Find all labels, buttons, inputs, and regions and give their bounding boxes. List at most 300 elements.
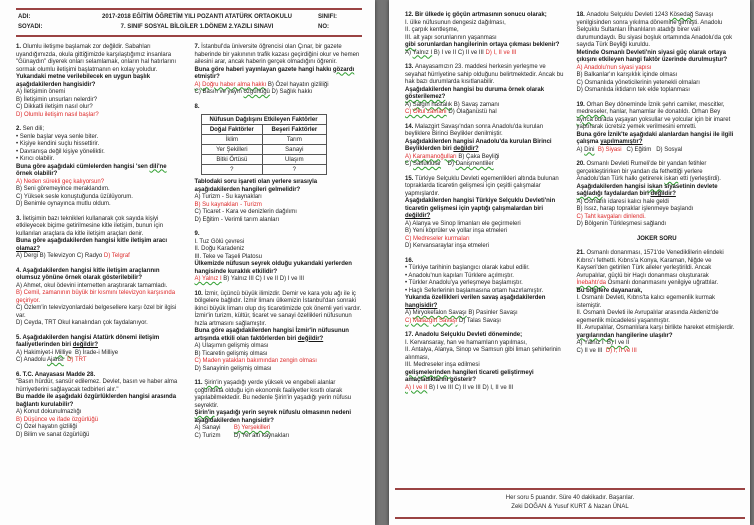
text-run: II. çarpık kentleşme, bbox=[405, 27, 459, 33]
text-run: B) Yeni köprüler ve yollar inşa etmeleri bbox=[405, 228, 508, 234]
question-6 bbox=[16, 372, 184, 440]
text-line bbox=[577, 214, 738, 222]
text-line bbox=[577, 250, 738, 288]
text-run: D) Benimle oynayınca mutlu oldum. bbox=[16, 201, 111, 207]
question-19 bbox=[577, 102, 738, 155]
text-run: • Kişiye kendini suçlu hissettirir. bbox=[16, 141, 100, 147]
text-run: B) İletişimin unsurları nelerdir? bbox=[16, 96, 98, 103]
text-run: Yalnız I bbox=[412, 49, 433, 56]
text-run: yapılmamıştır? bbox=[600, 139, 643, 145]
text-run: gibi bbox=[405, 42, 416, 48]
text-run: A) Neden sürekli geç kalıyorsun? bbox=[16, 178, 105, 185]
text-line bbox=[195, 380, 363, 410]
text-line bbox=[16, 372, 184, 380]
text-run: etmiştir? bbox=[194, 74, 220, 80]
text-line bbox=[195, 104, 363, 112]
text-run: Kösedağ bbox=[669, 12, 694, 18]
text-run: B) Özel hayatın gizliliği bbox=[266, 81, 329, 88]
text-run: Şirin'in bbox=[204, 380, 223, 386]
text-line bbox=[405, 362, 566, 370]
text-run: C) Medreseler kurmaları bbox=[405, 235, 470, 242]
text-run: 20. bbox=[576, 161, 587, 167]
text-run: Ajansı bbox=[47, 357, 64, 363]
text-line bbox=[16, 417, 184, 425]
text-run: 2. bbox=[16, 126, 23, 132]
text-line bbox=[16, 149, 184, 157]
text-line bbox=[405, 318, 566, 326]
text-line bbox=[405, 332, 566, 340]
text-line bbox=[16, 305, 184, 320]
text-run: iskan bbox=[647, 183, 663, 190]
page1-columns bbox=[0, 41, 375, 447]
text-run: 21. bbox=[576, 250, 587, 256]
text-run: 6. T.C. Anayasası Madde 28. bbox=[16, 371, 96, 378]
text-line bbox=[16, 290, 184, 305]
text-run: C) Yüksek sesle konuştuğunda üzülüyorum. bbox=[16, 193, 133, 200]
table-row bbox=[201, 125, 326, 135]
text-run: B) Pasinler Savaşı bbox=[466, 310, 518, 316]
questions-column-1 bbox=[16, 44, 184, 447]
text-line bbox=[577, 199, 738, 207]
question-17 bbox=[405, 332, 566, 392]
text-line bbox=[16, 186, 184, 194]
text-line bbox=[577, 12, 738, 50]
text-run: C) Turizm D) Yer altı kaynakları bbox=[194, 432, 290, 439]
text-run: • Anadolu'nun kapıları Türklere açılmıştır. bbox=[405, 272, 514, 279]
text-line bbox=[577, 333, 738, 341]
text-line bbox=[405, 124, 566, 139]
text-line bbox=[405, 265, 566, 273]
text-run: özgürlüğü bbox=[243, 89, 270, 95]
text-run: Salgın hastalık bbox=[412, 101, 453, 108]
text-run: siyasetinin devlete bbox=[662, 183, 718, 190]
text-run: B) Su kaynakları - Turizm bbox=[194, 201, 262, 208]
text-run: B) Ticaretin gelişmiş olması bbox=[194, 350, 268, 357]
text-line bbox=[577, 310, 738, 325]
text-line bbox=[16, 112, 184, 120]
text-run: Buna göre İznik'te aşağıdaki alanlardan hangisi ile ilgili çalışma bbox=[576, 131, 734, 145]
text-run: A) Alanya ve Sinop limanları ele geçirmeleri bbox=[405, 220, 521, 227]
text-line bbox=[16, 156, 184, 164]
text-line bbox=[405, 295, 566, 310]
text-line bbox=[16, 126, 184, 134]
text-run: C) bbox=[405, 161, 413, 167]
exam-title bbox=[80, 14, 314, 30]
text-line bbox=[16, 268, 184, 283]
text-line bbox=[16, 424, 184, 432]
text-run: 9. bbox=[194, 231, 200, 237]
text-line bbox=[195, 44, 363, 67]
text-run: B) I ve III C) II ve III D) I, II ve III bbox=[427, 384, 514, 391]
text-line bbox=[577, 50, 738, 65]
text-line bbox=[577, 221, 738, 229]
text-line bbox=[16, 283, 184, 291]
text-run: B) Yalnız III C) I ve II D) I ve III bbox=[221, 276, 305, 282]
footer-instructions: Her soru 5 puandır. Süre 40 dakikadır. Başarılar. bbox=[505, 495, 635, 501]
text-line bbox=[195, 246, 363, 254]
text-run: Milliye bbox=[55, 349, 72, 356]
question-14 bbox=[405, 124, 566, 169]
text-line bbox=[16, 335, 184, 350]
student-info-right bbox=[314, 14, 360, 30]
text-run: D) Eğitim - Verimli tarım alanları bbox=[194, 216, 280, 223]
text-run: gözardı bbox=[332, 66, 355, 73]
exam-title-line2: 7. SINIF SOSYAL BİLGİLER 1.DÖNEM 2.YAZILI SINAVI bbox=[120, 24, 274, 30]
text-run: 17. Anadolu Selçuklu Devleti döneminde; bbox=[405, 332, 523, 338]
text-run: Yukarıdaki metne verilebilecek en uygun başlık aşağıdakilerden hangisidir? bbox=[16, 74, 151, 88]
text-line bbox=[16, 164, 184, 179]
text-line bbox=[405, 280, 566, 288]
text-run: sorunlardan hangilerinin ortaya çıkması beklenir? bbox=[415, 42, 560, 48]
text-line bbox=[16, 44, 184, 74]
text-run: Bu bilgilere dayanarak, bbox=[576, 287, 643, 294]
text-line bbox=[195, 433, 363, 441]
text-run: B) Yerşekilleri bbox=[233, 425, 271, 431]
table-cell: Bitki Örtüsü bbox=[201, 155, 263, 165]
text-run: Bu madde ile aşağıdaki özgürlüklerden hangisi arasında bağlantı kurulabilir? bbox=[16, 394, 177, 408]
text-run: D) Sağlık hakkı bbox=[269, 89, 313, 95]
text-line bbox=[405, 340, 566, 348]
population-factors-table bbox=[201, 114, 327, 175]
text-run: İstanbul'da üniversite öğrencisi olan Çınar, bir gazete haberinde bir yakınının trafik kazası geçirdiğini okur ve hemen ailesini arar, ancak haberin gerçek olmadığını öğrenir. bbox=[194, 44, 360, 65]
text-run: iskan bbox=[664, 176, 679, 182]
class-label: SINIFI: bbox=[318, 14, 337, 20]
text-line bbox=[195, 209, 363, 217]
text-line bbox=[405, 310, 566, 318]
text-line bbox=[405, 42, 566, 50]
text-run: 14. bbox=[405, 123, 416, 130]
text-run: C) Malazgirt Savaşı bbox=[405, 317, 458, 324]
text-line bbox=[16, 432, 184, 440]
text-run: C) II ve III bbox=[576, 347, 606, 354]
text-run: • Senle başlar veya senle biter. bbox=[16, 133, 99, 140]
text-run: Anayasamızın 23. maddesi herkesin yerleşme ve seyahat hürriyetine sahip olduğunu belirtmektedir. Ancak bu hak bazı durumlarda kısıtlanabilir. bbox=[405, 64, 564, 85]
question-10 bbox=[195, 291, 363, 374]
text-run: hangisidir? bbox=[405, 302, 438, 309]
text-run: yaşadığı yerin seyrek nüfuslu olmasının nedeni aşağıdakilerden hangisidir? bbox=[194, 410, 351, 424]
text-run: Olumlu iletişme başlamak zor değildir. Sabahları uyandığımızda, okula gittiğimizde karşılaştığımız insanlara "Günaydın" diyerek onları selamlamak, onların hal hatırlarını sormak olumlu iletişimi başlatmanın en kolay yoludur. bbox=[16, 44, 177, 73]
text-line bbox=[405, 236, 566, 244]
text-run: D) Talas Savaşı bbox=[457, 317, 501, 324]
text-line bbox=[405, 102, 566, 110]
text-line bbox=[16, 97, 184, 105]
table-cell: Nüfusun Dağılışını Etkileyen Faktörler bbox=[201, 115, 326, 125]
text-run: C) Taht kavgaları dinlendi. bbox=[576, 213, 646, 220]
text-run: C) Maden yatakları bakımından zengin olması bbox=[194, 358, 317, 364]
text-line bbox=[577, 132, 738, 147]
text-run: B) İrade-i Milliye bbox=[71, 349, 119, 356]
text-run: JOKER SORU bbox=[636, 235, 677, 242]
text-run: • Davranışa değil kişiye yöneliktir. bbox=[16, 148, 105, 155]
table-cell: Beşeri Faktörler bbox=[263, 125, 326, 135]
joker-header bbox=[577, 236, 738, 244]
text-line bbox=[405, 139, 566, 154]
text-line bbox=[405, 35, 566, 43]
text-line bbox=[16, 253, 184, 261]
text-line bbox=[16, 379, 184, 394]
text-run: A) Dergi B) Televizyon C) Radyo bbox=[16, 253, 104, 259]
text-line bbox=[16, 409, 184, 417]
question-15 bbox=[405, 176, 566, 251]
text-run: D) I, II ve III bbox=[485, 49, 517, 56]
text-run: I. Kervansaray, han ve hamamların yapılması, bbox=[405, 339, 527, 346]
table-row bbox=[201, 135, 326, 145]
question-21 bbox=[577, 250, 738, 355]
text-run: A) Ahmet, okul ödevini internetten araştırarak tamamladı. bbox=[16, 282, 168, 289]
text-run: değildir? bbox=[650, 191, 676, 197]
text-line bbox=[195, 366, 363, 374]
text-run: D) Bilim ve sanat özgürlüğü bbox=[16, 431, 90, 438]
text-line bbox=[195, 254, 363, 262]
text-run: Anadolu Selçuklu Devleti 1243 bbox=[586, 12, 670, 18]
text-run: Osmanlı donanmasını yenilgiye uğrattılar. bbox=[606, 280, 719, 286]
text-run: faydalardan biri bbox=[602, 191, 651, 197]
text-run: Türkiye Selçuklu Devleti egemenlikleri altında bulunan topraklarda ticaretin gelişmesi için çeşitli çalışmalar yapmışlardır. bbox=[405, 175, 559, 197]
text-line bbox=[16, 141, 184, 149]
text-run: I. ülke nüfusunun dengesiz dağılması, bbox=[405, 19, 506, 26]
text-run: Miryokefalon Savaşı bbox=[412, 310, 467, 316]
text-run: D) Ceyda, TRT Okul kanalından çok faydalanıyor. bbox=[16, 320, 148, 326]
text-run: C) Eğitim D) Sosyal bbox=[621, 146, 683, 153]
text-run: III. Medreseler inşa edilmesi bbox=[405, 362, 480, 368]
text-run: • Türkler Anadolu'ya yerleşmeye başlamıştır. bbox=[405, 280, 523, 286]
text-run: A) Osmanlı idaresi kalıcı hale geldi bbox=[576, 198, 669, 205]
text-run: olamaz? bbox=[16, 245, 41, 252]
text-run: • Türkiye tarihinin başlangıcı olarak kabul edilir. bbox=[405, 265, 530, 271]
text-run: Danişmentliler bbox=[455, 161, 494, 167]
text-run: değildir? bbox=[297, 335, 324, 342]
text-run: ayrıca bbox=[576, 116, 593, 123]
text-run: III. alt yapı sorunlarının yaşanması bbox=[405, 34, 497, 41]
text-run: Tablodaki soru işareti olan yerlere sırasıyla aşağıdakilerden hangileri gelmelidir? bbox=[194, 179, 318, 193]
student-info-left bbox=[18, 14, 80, 30]
text-run: Yukarıda özellikleri verilen savaş aşağıdakilerden bbox=[405, 295, 546, 301]
text-run: Buna göre aşağıdakilerden hangisi İzmir'in nüfusunun artışında etkili olan faktörlerden biri bbox=[194, 328, 349, 342]
question-4 bbox=[16, 268, 184, 328]
text-run: 5. Aşağıdakilerden hangisi Atatürk dönemi iletişim faaliyetlerinden biri bbox=[16, 334, 160, 348]
surname-label: SOYADI: bbox=[18, 24, 43, 30]
text-line bbox=[195, 261, 363, 276]
text-line bbox=[577, 80, 738, 88]
question-8 bbox=[195, 104, 363, 225]
question-7 bbox=[195, 44, 363, 97]
text-run: A) I ve II bbox=[405, 384, 428, 391]
text-line bbox=[195, 179, 363, 194]
text-run: A) İletişimin önemi bbox=[16, 89, 66, 95]
text-run: 3. bbox=[16, 215, 23, 222]
text-run: A) Sanayi bbox=[194, 425, 234, 431]
text-line bbox=[405, 347, 566, 362]
text-run: II. Antalya, Alanya, Sinop ve Samsun gibi liman şehirlerinin alınması, bbox=[405, 347, 561, 361]
text-line bbox=[405, 161, 566, 169]
text-run: 7. bbox=[194, 44, 202, 50]
text-run: hangilerine ulaşılır? bbox=[614, 332, 673, 339]
text-run: Buna göre haberi yayınlayan gazete hangi hakkı bbox=[194, 66, 333, 73]
text-run: yargılarından bbox=[576, 332, 615, 339]
text-run: Savaşı yenilgisinden sonra yıkılma dönemine girmişti. Anadolu Selçuklu Sultanları İlhanlıların atadığı birer vali durumundaydı. Bu siyasi boşluk ortamında Anadolu'da çok sayıda Türk Beyliği kuruldu. bbox=[576, 12, 733, 48]
text-run: A) bbox=[405, 310, 413, 316]
text-line bbox=[577, 348, 738, 356]
text-line bbox=[405, 109, 566, 117]
text-line bbox=[577, 147, 738, 155]
text-run: A) bbox=[405, 49, 413, 56]
text-line bbox=[195, 231, 363, 239]
text-line bbox=[16, 179, 184, 187]
text-line bbox=[195, 194, 363, 202]
text-line bbox=[405, 221, 566, 229]
text-run: örnek olabilir? bbox=[16, 171, 58, 177]
text-line bbox=[195, 358, 363, 366]
text-run: III. Avrupalılar, Osmanlılara karşı birlikte hareket etmişlerdir. bbox=[576, 325, 735, 331]
text-run: I. Tuz Gölü çevresi bbox=[194, 238, 245, 245]
text-line bbox=[16, 216, 184, 239]
table-row bbox=[201, 115, 326, 125]
text-run: 4. Aşağıdakilerden hangisi kitle iletişim araçlarının olumsuz yönüne örnek olarak gösterilebilir? bbox=[16, 267, 160, 281]
text-run: değildir? bbox=[405, 213, 431, 219]
text-run: değildir? bbox=[453, 146, 479, 152]
text-line bbox=[577, 65, 738, 73]
text-line bbox=[16, 74, 184, 89]
table-cell: ? bbox=[201, 165, 263, 175]
text-run: C) Özlem'in televizyonlardaki belgesellere karşı özel bir ilgisi var. bbox=[16, 305, 177, 319]
text-run: 1. bbox=[16, 44, 23, 50]
text-line bbox=[195, 82, 363, 90]
text-run: medreseler bbox=[576, 109, 607, 115]
text-run: , hanlar, hamamlar ile donatıldı. Orhan Bey bbox=[606, 109, 721, 115]
text-line bbox=[16, 104, 184, 112]
text-run: D) Osmanlıda iktidarın tek elde toplanması bbox=[576, 87, 690, 93]
text-run: D) Olumlu iletişim nasıl başlar? bbox=[16, 111, 99, 118]
text-run: değildir? bbox=[72, 342, 99, 348]
text-run: Aşağıdakilerden hangisi Türkiye Selçuklu Devleti'nin ticaretin gelişmesi için yaptığı çalışmalardan biri bbox=[405, 198, 556, 212]
text-run: B) Issız, harap topraklar işlenmeye başlandı bbox=[576, 206, 694, 212]
text-line bbox=[405, 258, 566, 266]
text-run: Ülkemizde nüfusun seyrek olduğu yukarıdaki yerlerden hangisinde kuraklık etkilidir? bbox=[194, 261, 352, 275]
question-16 bbox=[405, 258, 566, 326]
text-run: D) Telgraf bbox=[103, 253, 130, 259]
text-run: D) TRT bbox=[67, 357, 87, 363]
text-run: İnebahtı'da bbox=[576, 280, 607, 286]
text-run: Aşağıdakilerden hangisi bu duruma örnek olarak bbox=[405, 86, 545, 93]
text-line bbox=[195, 425, 363, 433]
text-line bbox=[405, 20, 566, 28]
text-line bbox=[16, 194, 184, 202]
text-run: B) Savaş zamanı bbox=[452, 101, 500, 108]
text-run: hangileri ticareti geliştirmeyi amaçladıklarını gösterir? bbox=[405, 369, 534, 383]
text-run: B) Düşünce ve ifade özgürlüğü bbox=[16, 416, 99, 423]
text-run: gösterilemez? bbox=[405, 94, 446, 100]
text-line bbox=[405, 154, 566, 162]
text-run: Orhan Bey döneminde İznik şehri camiler, mescitler, bbox=[586, 101, 725, 108]
text-run: A) Karamanoğulları bbox=[405, 153, 457, 160]
table-cell: İklim bbox=[201, 135, 263, 145]
text-line bbox=[405, 12, 566, 20]
text-run: A) Hakimiyet-i bbox=[16, 349, 56, 356]
text-run: Osmanlı donanması, 1571'de Venediklilerin elindeki Kıbrıs'ı fethetti. Kıbrıs'a Konya, Karaman, Niğde ve Kayseri'den getirilen Türk aileler yerleştirildi. Ancak Avrupalılar, güçlü bir Haçlı donanması oluşturarak bbox=[576, 250, 724, 279]
text-line bbox=[405, 288, 566, 296]
text-line bbox=[577, 340, 738, 348]
text-line bbox=[195, 276, 363, 284]
text-run: etti (yerleştirdi). bbox=[678, 176, 721, 182]
question-1 bbox=[16, 44, 184, 119]
question-11 bbox=[195, 380, 363, 440]
text-line bbox=[16, 357, 184, 365]
text-run: Aşağıdakilerden hangisi bbox=[576, 183, 648, 190]
text-run: gelişmelerinden bbox=[405, 369, 451, 376]
text-run: 18. bbox=[576, 12, 587, 18]
text-line bbox=[195, 351, 363, 359]
text-run: B) I ve II C) II ve III bbox=[432, 49, 486, 56]
text-run: Buna göre aşağıdaki cümlelerden hangisi 'sen bbox=[16, 163, 150, 170]
text-run: B) Çaka Beyliği bbox=[456, 153, 500, 160]
text-run: • Haçlı Seferlerinin başlamasına ortam hazırlamıştır. bbox=[405, 287, 544, 294]
text-run: C) Ticaret - Kara ve denizlerin dağılımı bbox=[194, 209, 297, 215]
text-run: 11. bbox=[194, 380, 205, 386]
text-line bbox=[16, 350, 184, 358]
text-run: İletişimin bazı teknikleri kullanarak çok sayıda kişiyi etkileyecek biçime getirilmesine kitle iletişim, bunun için kullanılan araçlara da kitle iletişim araçları denir. bbox=[16, 215, 164, 237]
text-run: 13. bbox=[405, 64, 416, 70]
text-line bbox=[405, 176, 566, 199]
text-run: A) Ulaşımın gelişmiş olması bbox=[194, 343, 269, 349]
text-run: 16. bbox=[405, 257, 414, 264]
text-run: I. Osmanlı Devleti, Kıbrıs'ta kalıcı egemenlik kurmak istemiştir. bbox=[576, 295, 716, 309]
text-run: Osmanlı Devleti Rumeli'de bir yandan fetihler gerçekleştirirken bir yandan da fethettiği yerlere Anadolu'dan Türk halkı getirerek bbox=[576, 161, 707, 182]
text-run: D) Sanayinin gelişmiş olması bbox=[194, 365, 272, 372]
table-cell: Doğal Faktörler bbox=[201, 125, 263, 135]
questions-column-3 bbox=[405, 12, 566, 399]
text-line bbox=[195, 291, 363, 329]
text-line bbox=[16, 238, 184, 253]
text-line bbox=[405, 370, 566, 385]
text-line bbox=[405, 243, 566, 251]
text-line bbox=[405, 273, 566, 281]
text-line bbox=[405, 50, 566, 58]
text-line bbox=[577, 295, 738, 310]
text-line bbox=[577, 72, 738, 80]
text-run: B) Balkanlar'ın karışıklık içinde olması bbox=[576, 72, 678, 78]
text-run: Sen dili; bbox=[22, 126, 45, 132]
table-row bbox=[201, 145, 326, 155]
text-run: 8. bbox=[194, 103, 200, 110]
text-line bbox=[577, 325, 738, 333]
text-run: D) Kervansaraylar inşa etmeleri bbox=[405, 243, 490, 249]
text-run: III. Teke ve Taşeli Platosu bbox=[194, 253, 262, 260]
text-line bbox=[405, 27, 566, 35]
text-run: C) Dikkatli iletişim nasıl olur? bbox=[16, 104, 93, 110]
text-run: A) Anadolu'nun siyasi yapısı bbox=[576, 64, 652, 71]
exam-page-2 bbox=[389, 0, 750, 525]
questions-column-4 bbox=[577, 12, 738, 399]
text-run: Malazgirt Savaşı'ndan sonra Anadolu'da kurulan beyliklere Birinci Beylikler denilmiştir. bbox=[405, 123, 544, 137]
text-line bbox=[195, 89, 363, 97]
text-run: Aşağıdakilerden hangisi Anadolu'da kurulan Birinci Beyliklerden biri bbox=[405, 138, 552, 152]
text-run: A) bbox=[405, 101, 413, 108]
text-run: 12. Bir ülkede iç göçün artmasının sonucu olarak; bbox=[405, 12, 547, 18]
text-run: • Kırıcı olabilir. bbox=[16, 156, 55, 162]
question-9 bbox=[195, 231, 363, 284]
text-line bbox=[577, 184, 738, 199]
text-line bbox=[405, 198, 566, 221]
text-line bbox=[16, 89, 184, 97]
text-run: D) bbox=[441, 161, 456, 167]
text-run: burada yaşayan yoksullar ve yolcular için bir imaret yaptırarak ücretsiz yemek verilmesini emretti. bbox=[576, 116, 731, 130]
page2-columns bbox=[389, 0, 750, 399]
question-20 bbox=[577, 161, 738, 229]
text-run: B) Seni göremeyince meraklandım. bbox=[16, 186, 110, 192]
question-3 bbox=[16, 216, 184, 261]
text-run: D) Olağanüstü hal bbox=[446, 109, 497, 115]
text-run: C) Okul zamanı bbox=[405, 109, 447, 115]
